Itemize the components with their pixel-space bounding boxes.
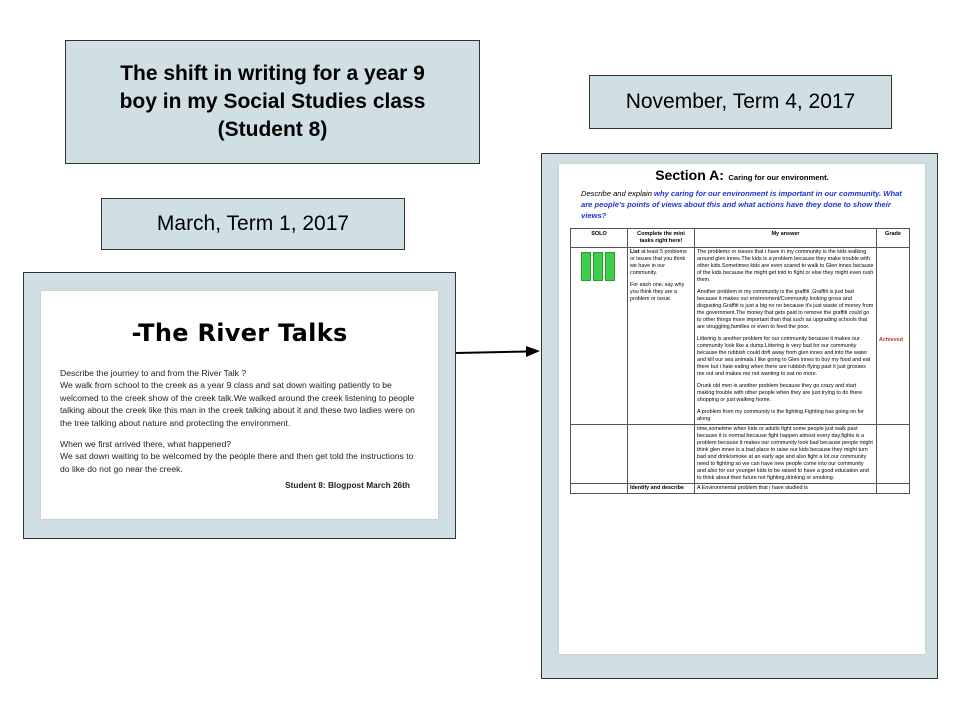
- date-march-text: March, Term 1, 2017: [156, 212, 350, 235]
- answer-paragraph: Drunk old men is another problem because they go crazy and start making trouble with other people when they are just trying to do there shopping or just walking home.: [697, 383, 863, 403]
- blogpost-signature: Student 8: Blogpost March 26th: [285, 480, 410, 491]
- answer-cell: [695, 425, 877, 484]
- title-box: [65, 40, 480, 164]
- answer-cell: [695, 248, 877, 425]
- solo-level-icon: [581, 252, 625, 281]
- blogpost-question-2: When we first arrived there, what happened?: [60, 439, 232, 450]
- date-november-text: November, Term 4, 2017: [625, 90, 856, 113]
- blogpost-answer-2: We sat down waiting to be welcomed by the people there and then get told the instructions to do like do not go near the creek.: [60, 451, 414, 474]
- answer-paragraph: Littering is another problem for our community because it makes our community look like a dump.Littering is very bad for our community because the rubbish could drift away from glen innes and into the water and kill our sea animals.I like going to Glen innes to buy my food and eat there but i hate eating when there are rubbish flying past it just grosses me out and makes me not wanting to eat no more.: [697, 336, 871, 377]
- header-grade: Grade: [877, 229, 910, 248]
- header-answer: My answer: [695, 229, 877, 248]
- header-tasks: Complete the mini tasks right here!: [628, 229, 695, 248]
- blogpost-screenshot: [41, 291, 438, 519]
- next-answer: A Environmental problem that i have studied is: [695, 484, 877, 494]
- assessment-document: [559, 164, 925, 654]
- blogpost-answer-1: We walk from school to the creek as a year 9 class and sat down waiting patiently to be welcomed to the creek show of the creek talk.We walked around the creek listening to people talking about the creek like this man in the creek talking about it and these two ladies were on the tree talking about nature and protecting the environment.: [60, 380, 415, 428]
- answer-paragraph: The problems or issues that i have in my community is the kids walking around glen innes.The kids is a problem because they make trouble with other kids.Sometimes kids are even scared to walk to Glen innes because of the kids because the might get told to fight or else they might even rush them.: [697, 249, 874, 283]
- grade-cell: [877, 248, 910, 425]
- table-row: [571, 484, 910, 494]
- date-label-march: [101, 198, 405, 250]
- task-table: [570, 228, 910, 494]
- answer-paragraph: time,sometime when kids or adults fight some people just walk past because it is normal because fight happen almost every day.fights is a problem because it makes our community look bad because people might think glen innes is a bad place to raise our kids because they might turn bad and drink/smoke at an early age and also fight a lot.our community need to fighting so we can have new people come into our community and also for our younger kids to be raised to have a good education and to think about their future not fighting,drinking or smoking.: [697, 426, 873, 481]
- next-task-verb: Identify and describe: [630, 485, 684, 491]
- task-question: [581, 188, 903, 221]
- blogpost-heading: -The River Talks: [131, 319, 348, 347]
- task-verb: List: [630, 249, 640, 255]
- task-cell: [628, 248, 695, 425]
- section-title: [559, 167, 925, 185]
- page-title: The shift in writing for a year 9 boy in my Social Studies class (Student 8): [119, 62, 426, 141]
- question-highlight: why caring for our environment is important in our community. What are people's points of views about this and what actions have they done to show their views?: [581, 189, 902, 220]
- task-instruction: at least 5 problems or issues that you think we have in our community.: [630, 249, 687, 276]
- answer-paragraph: A problem from my community is the fighting.Fighting has going on for along: [697, 409, 864, 422]
- grade-badge: Achieved: [879, 337, 903, 343]
- table-row: [571, 425, 910, 484]
- section-subtitle: Caring for our environment.: [728, 173, 829, 182]
- date-label-november: [589, 75, 892, 129]
- section-label: Section A:: [655, 167, 724, 183]
- march-writing-panel: [23, 272, 456, 539]
- answer-paragraph: Another problem in my community is the graffiti .Graffiti is just bad because it makes our environment/Community looking gross and disgusting.Graffiti is just a big no no because it's just waste of money from the government.The money that gets paid to remove the graffiti could go to other things more important than that such as upgrading schools that are struggling,families or even to feed the poor.: [697, 289, 874, 330]
- november-writing-panel: [541, 153, 938, 679]
- table-row: [571, 248, 910, 425]
- blogpost-question-1: Describe the journey to and from the River Talk ?: [60, 368, 247, 378]
- arrow-icon: [456, 343, 542, 363]
- solo-cell: [571, 248, 628, 425]
- task-instruction-2: For each one, say why you think they are a problem or issue.: [630, 282, 685, 302]
- question-plain: Describe and explain: [581, 189, 655, 198]
- header-solo: SOLO: [571, 229, 628, 248]
